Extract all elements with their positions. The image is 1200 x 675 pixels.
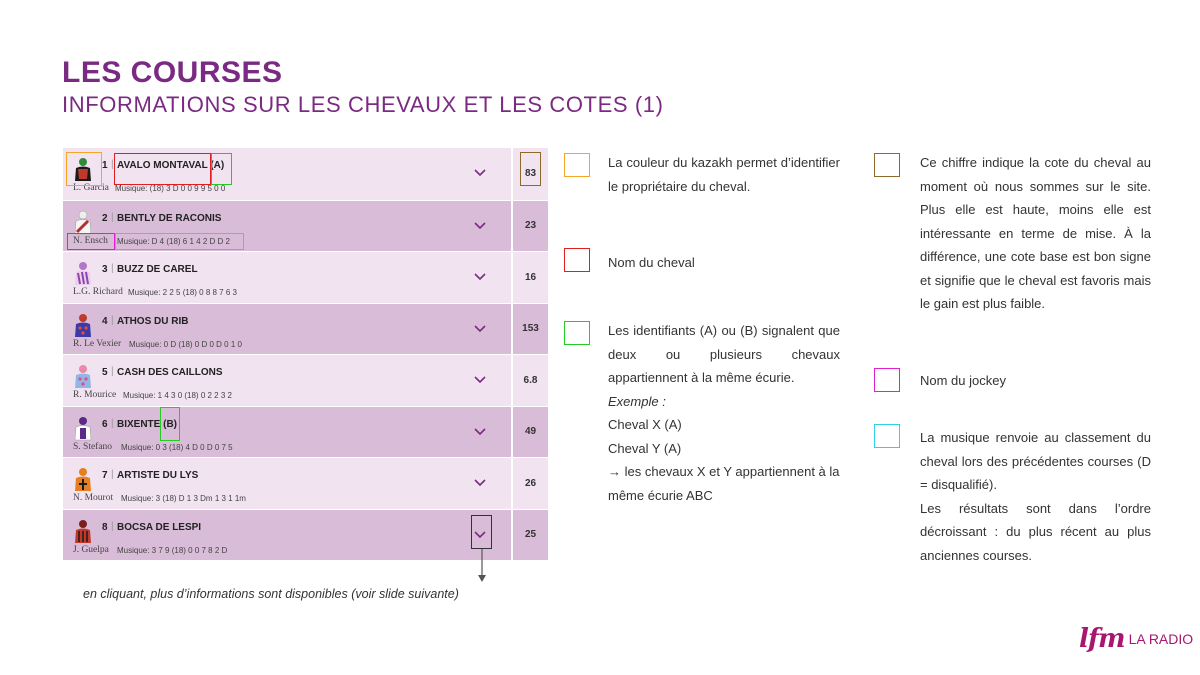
horse-name: ATHOS DU RIB: [117, 315, 189, 327]
legend-square-kazakh: [564, 153, 590, 177]
horse-row[interactable]: [63, 354, 548, 406]
lfm-logo: [1079, 624, 1193, 654]
slide-subtitle: INFORMATIONS SUR LES CHEVAUX ET LES COTES (1): [62, 92, 664, 117]
horse-number: 6: [102, 418, 108, 430]
music-text: Musique: 1 4 3 0 (18) 0 2 2 3 2: [123, 391, 232, 400]
horse-number: 2: [102, 212, 108, 224]
stable-id: (A): [210, 160, 225, 171]
music-text: Musique: 0 D (18) 0 D 0 D 0 1 0: [129, 339, 242, 349]
chevron-down-icon[interactable]: [473, 270, 487, 284]
odds-value: 26: [511, 458, 548, 509]
horse-row[interactable]: [63, 200, 548, 252]
horse-row[interactable]: [63, 303, 548, 355]
legend-square-jockey: [874, 368, 900, 392]
chevron-down-icon[interactable]: [473, 528, 487, 542]
arrow-down-icon: [476, 549, 488, 583]
horse-row[interactable]: [63, 406, 548, 458]
logo-text: LA RADIO: [1128, 631, 1194, 647]
jockey-name: R. Mourice: [73, 390, 117, 400]
jockey-silk-icon: [72, 519, 94, 544]
horse-name: AVALO MONTAVAL (A): [117, 160, 225, 171]
odds-value: 49: [511, 407, 548, 458]
music-text: Musique: D 4 (18) 6 1 4 2 D D 2: [117, 236, 230, 246]
chevron-down-icon[interactable]: [473, 322, 487, 336]
music-text: Musique: 3 (18) D 1 3 Dm 1 3 1 1m: [121, 494, 246, 503]
chevron-down-icon[interactable]: [473, 476, 487, 490]
horse-name: BOCSA DE LESPI: [117, 521, 202, 533]
jockey-silk-icon: [72, 261, 94, 286]
race-table: [63, 148, 548, 560]
legend-text-stable: Les identifiants (A) ou (B) signalent que deux ou plusieurs chevaux appartiennent à la même écurie. Exemple : Cheval X (A) Cheval Y (A) → les chevaux X et Y appartiennent à la même écurie ABC: [608, 323, 840, 503]
jockey-name: N. Mourot: [73, 493, 114, 503]
odds-value: 6.8: [511, 355, 548, 406]
odds-value: 25: [511, 510, 548, 561]
jockey-silk-icon: [72, 313, 94, 338]
separator: |: [111, 314, 114, 326]
horse-name: BUZZ DE CAREL: [117, 264, 198, 275]
horse-number: 1: [102, 160, 108, 171]
music-text: Musique: 2 2 5 (18) 0 8 8 7 6 3: [128, 288, 237, 297]
horse-name: BIXENTE (B): [117, 418, 178, 430]
horse-row[interactable]: [63, 251, 548, 303]
horse-number: 5: [102, 367, 108, 378]
separator: |: [111, 417, 114, 429]
horse-number: 7: [102, 470, 108, 481]
table-caption: en cliquant, plus d’informations sont disponibles (voir slide suivante): [83, 587, 459, 601]
odds-value: 83: [511, 148, 548, 200]
legend-text-music: La musique renvoie au classement du cheval lors des précédentes courses (D = disqualifié). Les résultats sont dans l’ordre décroissant : du plus récent au plus anciennes courses.: [920, 430, 1151, 563]
legend-text-jockey: Nom du jockey: [920, 373, 1006, 388]
chevron-down-icon[interactable]: [473, 425, 487, 439]
odds-value: 16: [511, 252, 548, 303]
music-text: Musique: 0 3 (18) 4 D 0 D 0 7 5: [121, 442, 233, 452]
separator: |: [111, 211, 114, 223]
legend-square-name: [564, 248, 590, 272]
horse-row[interactable]: [63, 148, 548, 200]
jockey-name: J. Guelpa: [73, 544, 109, 555]
slide-title: LES COURSES: [62, 56, 283, 89]
separator: |: [111, 366, 114, 377]
legend-square-music: [874, 424, 900, 448]
horse-number: 8: [102, 521, 108, 533]
odds-value: 153: [511, 304, 548, 355]
horse-number: 4: [102, 315, 108, 327]
jockey-silk-icon: [72, 364, 94, 389]
jockey-name: S. Stefano: [73, 441, 113, 452]
separator: |: [111, 469, 114, 480]
horse-name: BENTLY DE RACONIS: [117, 212, 222, 224]
logo-mark: lfm: [1079, 624, 1125, 654]
separator: |: [111, 520, 114, 532]
jockey-name: L. Garcia: [73, 183, 109, 193]
separator: |: [111, 159, 114, 170]
stable-id: (B): [163, 418, 178, 430]
jockey-silk-icon: [72, 416, 94, 441]
legend-square-stable: [564, 321, 590, 345]
chevron-down-icon[interactable]: [473, 166, 487, 180]
separator: |: [111, 263, 114, 274]
horse-name: CASH DES CAILLONS: [117, 367, 223, 378]
chevron-down-icon[interactable]: [473, 219, 487, 233]
odds-value: 23: [511, 201, 548, 252]
horse-row[interactable]: [63, 457, 548, 509]
jockey-name: N. Ensch: [73, 235, 108, 246]
jockey-silk-icon: [72, 157, 94, 182]
chevron-down-icon[interactable]: [473, 373, 487, 387]
legend-text-kazakh: La couleur du kazakh permet d’identifier le propriétaire du cheval.: [608, 155, 840, 194]
legend-text-name: Nom du cheval: [608, 255, 695, 270]
music-text: Musique: (18) 3 D 0 0 9 9 5 0 0: [115, 184, 226, 193]
jockey-name: L.G. Richard: [73, 287, 123, 297]
jockey-silk-icon: [72, 210, 94, 235]
music-text: Musique: 3 7 9 (18) 0 0 7 8 2 D: [117, 545, 228, 555]
jockey-name: R. Le Vexier: [73, 338, 122, 349]
jockey-silk-icon: [72, 467, 94, 492]
horse-number: 3: [102, 264, 108, 275]
legend-square-odds: [874, 153, 900, 177]
horse-name: ARTISTE DU LYS: [117, 470, 199, 481]
legend-text-odds: Ce chiffre indique la cote du cheval au moment où nous sommes sur le site. Plus elle est haute, moins elle est intéressante en terme de mise. À la différence, une cote base est bon signe et signifie que le cheval est favoris mais le gain est plus faible.: [920, 155, 1151, 311]
